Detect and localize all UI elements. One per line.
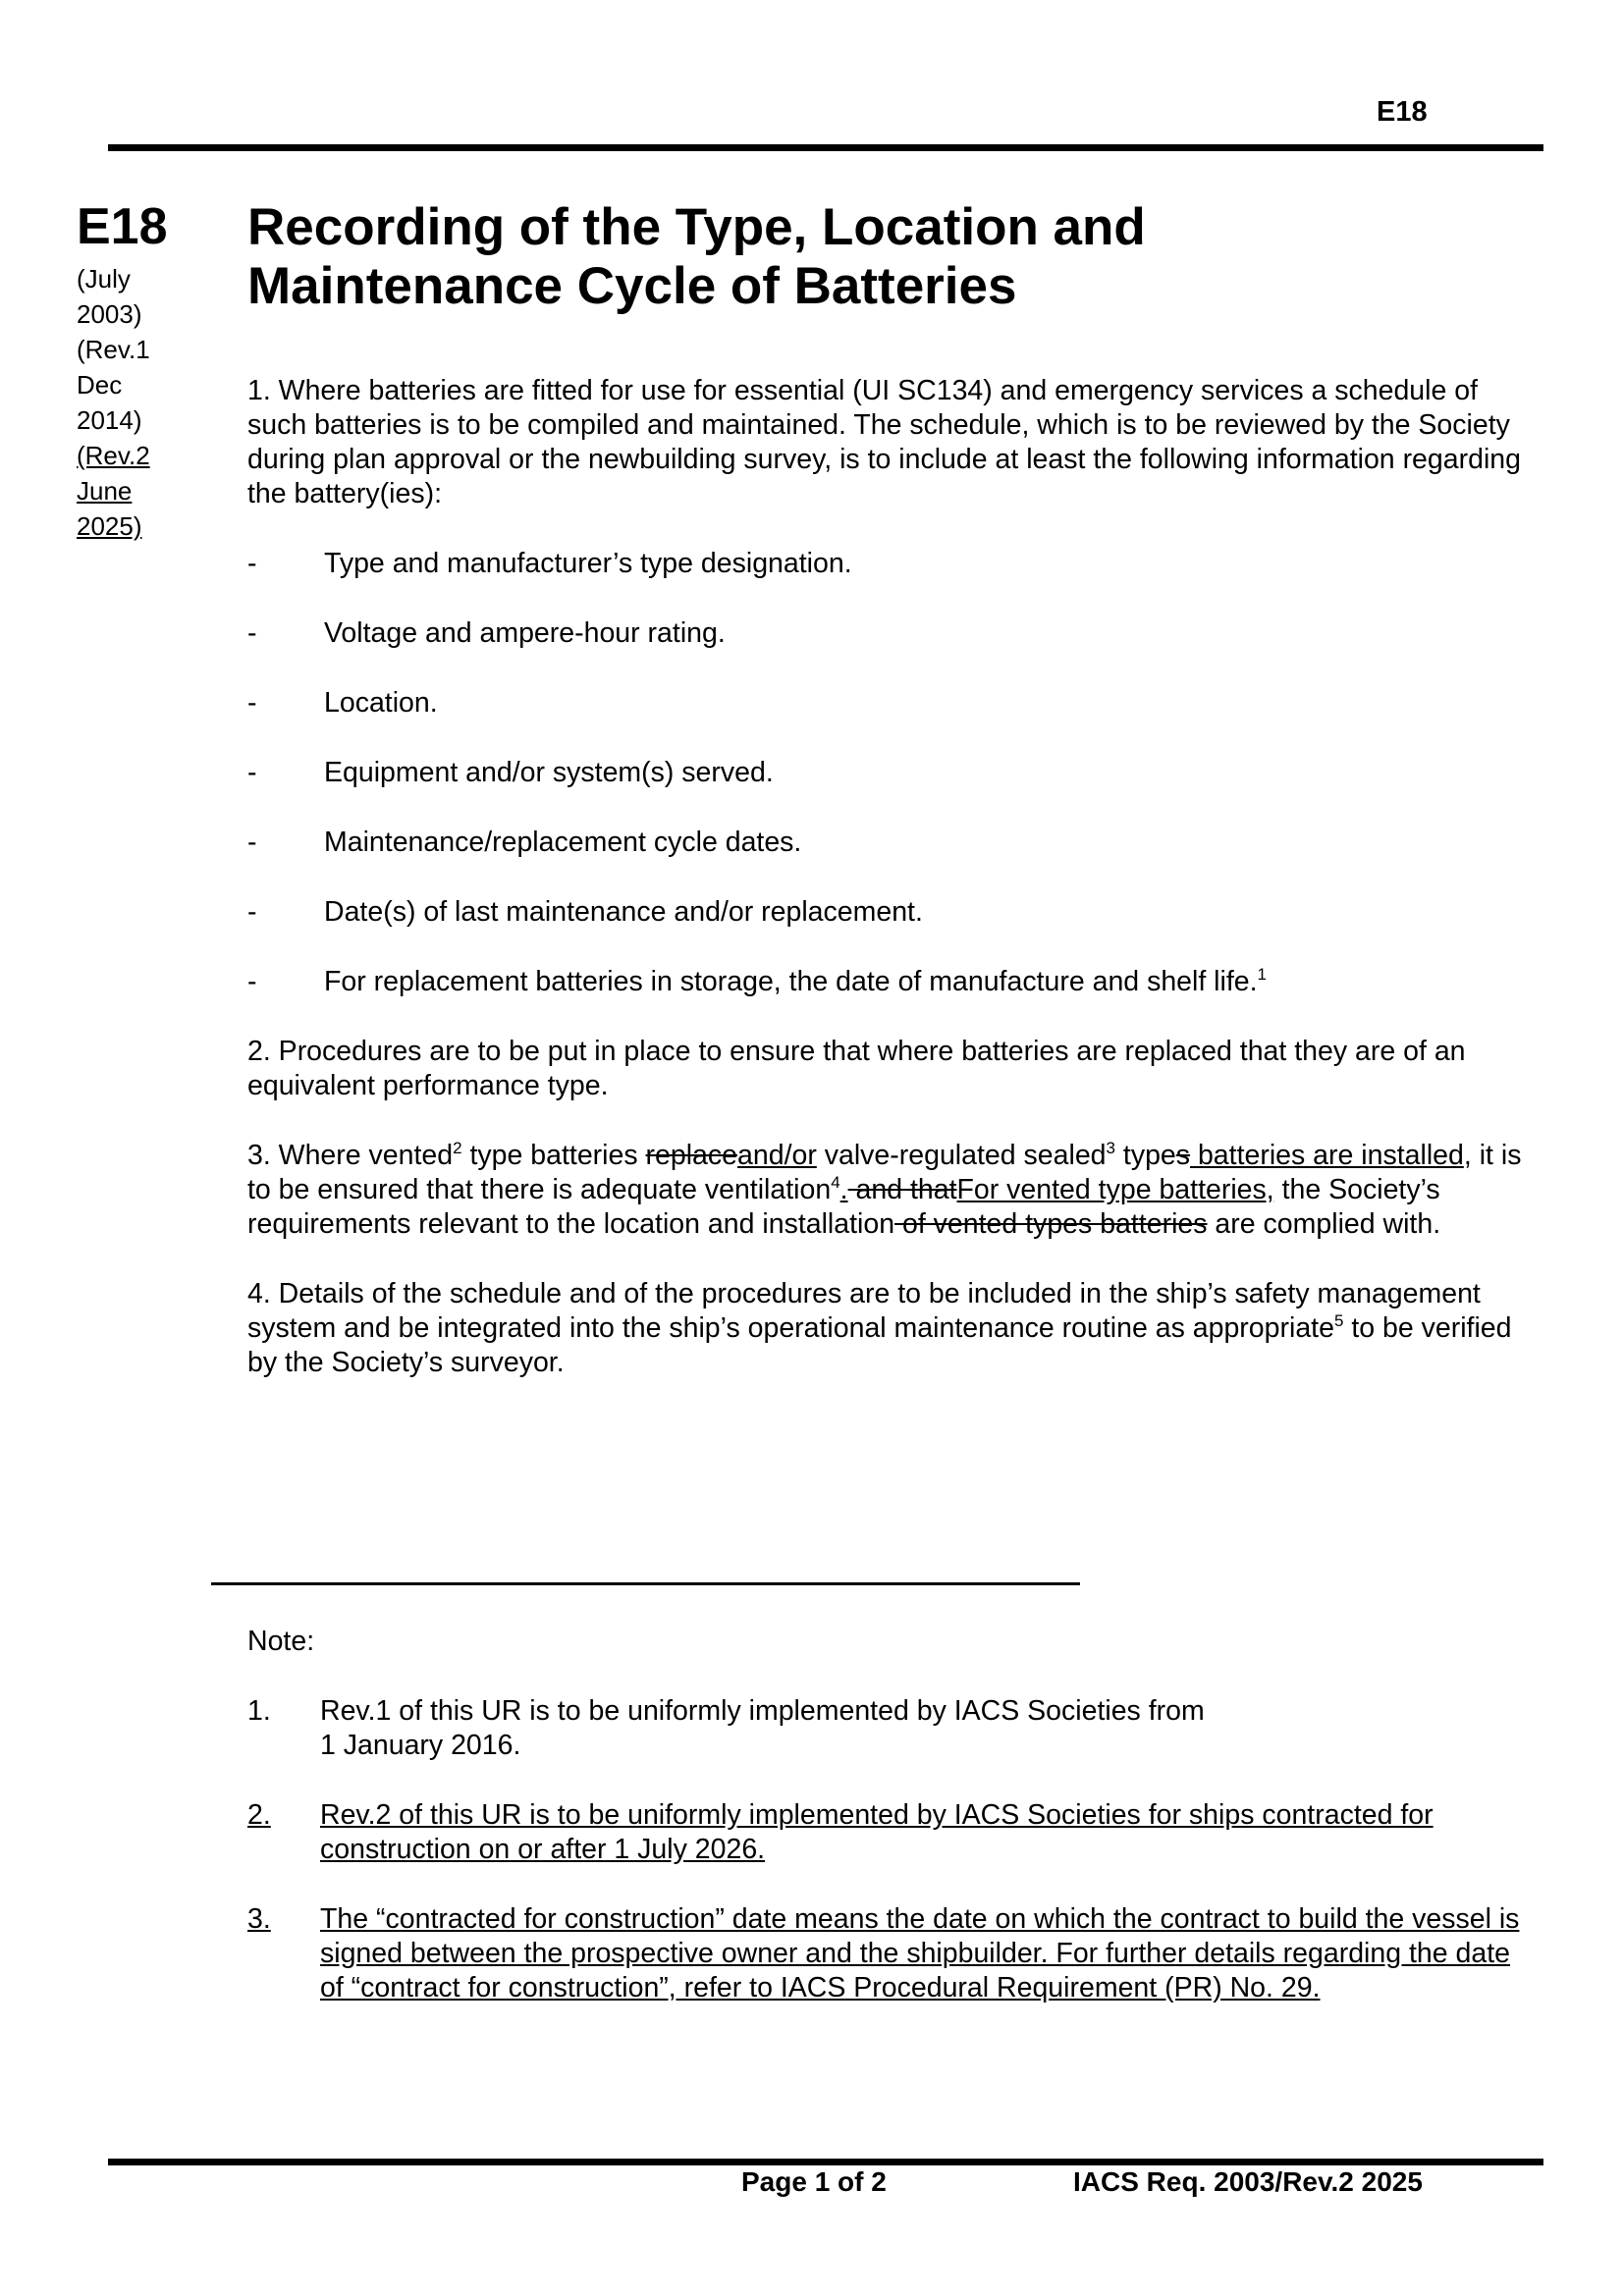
revision-line: (Rev.1 — [77, 335, 150, 364]
footnote-ref: 4 — [831, 1173, 840, 1192]
list-item: - Equipment and/or system(s) served. — [247, 757, 774, 788]
footnote-ref: 1 — [1257, 965, 1268, 984]
header-rule — [108, 144, 1543, 151]
sidebar-code: E18 — [77, 198, 168, 255]
paragraph-2: 2. Procedures are to be put in place to ensure that where batteries are replaced that they are of an equivalent performance type. — [247, 1036, 1466, 1101]
note-item: 1. Rev.1 of this UR is to be uniformly implemented by IACS Societies from 1 January 2016. — [247, 1695, 1205, 1761]
revision-line: June — [77, 476, 133, 506]
notes-separator — [211, 1582, 1080, 1585]
revision-line: (Rev.2 — [77, 441, 150, 470]
revision-line: 2025) — [77, 511, 142, 541]
notes-heading: Note: — [247, 1626, 315, 1657]
title-line-1: Recording of the Type, Location and — [247, 198, 1146, 256]
inserted-text: For vented type batteries, — [956, 1174, 1274, 1205]
inserted-text: batteries are installed — [1190, 1140, 1464, 1171]
paragraph-3: 3. Where vented$^2$ type batteries replaceand/or valve-regulated sealed$^3$ types batteries are installed, it is to be ensured that there is adequate ventilation$^4$. and thatFor vented type batteries, the Society’s requirements relevant to the location and installation of vented types batteries are complied with. — [247, 1139, 1522, 1240]
revision-line: 2014) — [77, 405, 142, 435]
revision-line: (July — [77, 264, 131, 294]
paragraph-4: 4. Details of the schedule and of the procedures are to be included in the ship’s safety management system and be integrated into the ship’s operational maintenance routine as appropriate$^5$ to be verified by the Society’s surveyor. — [247, 1278, 1512, 1378]
list-item: - Voltage and ampere-hour rating. — [247, 617, 726, 649]
deleted-text: and that — [847, 1174, 957, 1205]
notes-section — [247, 1625, 1534, 2041]
footnote-ref: 2 — [453, 1139, 462, 1157]
revision-line: Dec — [77, 370, 123, 400]
paragraph-1: 1. Where batteries are fitted for use for essential (UI SC134) and emergency services a schedule of such batteries is to be compiled and maintained. The schedule, which is to be reviewed by the Society during plan approval or the newbuilding survey, is to include at least the following information regarding the battery(ies): — [247, 375, 1521, 509]
note-item: 2. Rev.2 of this UR is to be uniformly implemented by IACS Societies for ships contracted for construction on or after 1 July 2026. — [247, 1799, 1434, 1865]
list-item: - For replacement batteries in storage, the date of manufacture and shelf life.$^1$ — [247, 965, 1268, 997]
footnote-ref: 5 — [1333, 1311, 1344, 1330]
header-document-code: E18 — [1377, 96, 1428, 128]
inserted-text: and/or — [737, 1140, 817, 1171]
sidebar-revision-history — [77, 261, 150, 544]
page-title — [247, 198, 1524, 316]
list-item: - Maintenance/replacement cycle dates. — [247, 827, 802, 858]
inserted-text: . — [839, 1174, 848, 1205]
deleted-text: replace — [645, 1140, 738, 1171]
footer-page-number: Page 1 of 2 — [741, 2166, 887, 2197]
document-body — [247, 374, 1534, 1415]
footnote-ref: 3 — [1106, 1139, 1115, 1157]
title-line-2: Maintenance Cycle of Batteries — [247, 257, 1017, 315]
list-item: - Type and manufacturer’s type designation. — [247, 548, 852, 579]
list-item: - Location. — [247, 687, 438, 719]
deleted-text: s — [1175, 1140, 1191, 1171]
footer-reference: IACS Req. 2003/Rev.2 2025 — [1073, 2166, 1423, 2197]
note-item: 3. The “contracted for construction” date means the date on which the contract to build the vessel is signed between the prospective owner and the shipbuilder. For further details regarding the date of “contract for construction”, refer to IACS Procedural Requirement (PR) No. 29. — [247, 1903, 1520, 2003]
list-item: - Date(s) of last maintenance and/or replacement. — [247, 896, 923, 928]
revision-line: 2003) — [77, 299, 142, 329]
footer-rule — [108, 2159, 1543, 2165]
deleted-text: of vented types batteries — [894, 1208, 1208, 1240]
